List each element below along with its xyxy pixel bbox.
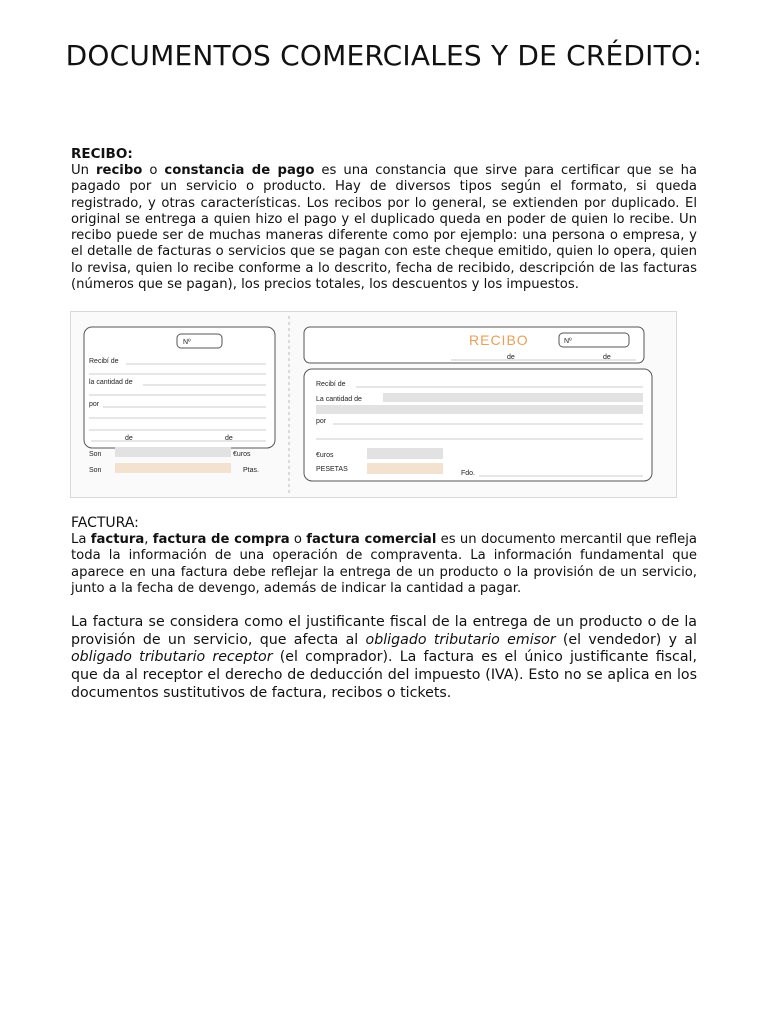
stub-de-2: de — [225, 435, 233, 442]
stub-por: por — [89, 401, 100, 408]
stub-son-1: Son — [89, 451, 102, 458]
emisor-term: obligado tributario emisor — [365, 631, 556, 648]
stub-ptas: Ptas. — [243, 467, 259, 474]
stub-amount-field — [115, 447, 231, 457]
receptor-term: obligado tributario receptor — [71, 649, 273, 666]
stub-no-label: Nº — [183, 339, 191, 346]
factura-comercial-term: factura comercial — [306, 532, 437, 547]
stub-cantidad: la cantidad de — [89, 379, 133, 386]
factura-paragraph-1 — [71, 532, 697, 597]
main-amount-field — [316, 405, 643, 414]
recibo-heading: RECIBO: — [71, 146, 133, 162]
main-de-2: de — [603, 354, 611, 361]
factura-compra-term: factura de compra — [152, 532, 290, 547]
factura-text: (el comprador). La factura es el único justificante fiscal, que da al receptor el derecho de deducción del impuesto (IVA). Esto no se aplica en los documentos sustitutivos de factura, recibos o tickets. — [71, 649, 697, 701]
factura-term: factura — [90, 532, 145, 547]
recibo-term: recibo — [96, 163, 143, 178]
factura-text: es un documento mercantil que refleja toda la información de una operación de compraventa. La información fundamental que aparece en una factura debe reflejar la entrega de un producto o la provisión de un servicio, junto a la fecha de devengo, además de indicar la cantidad a pagar. — [71, 532, 697, 596]
stub-recibi-de: Recibí de — [89, 358, 119, 365]
main-de-1: de — [507, 354, 515, 361]
receipt-form-drawing — [71, 312, 676, 497]
main-recibi-de: Recibí de — [316, 381, 346, 388]
main-pesetas-field — [367, 463, 443, 474]
receipt-form-image — [70, 311, 677, 498]
main-por: por — [316, 418, 327, 425]
stub-amount-field — [115, 463, 231, 473]
factura-paragraph-2 — [71, 614, 697, 702]
constancia-term: constancia de pago — [164, 163, 315, 178]
stub-euros-mark: €uros — [233, 451, 251, 458]
recibo-text: es una constancia que sirve para certificar que se ha pagado por un servicio o producto. Hay de diversos tipos según el formato, si queda registrado, y otras características. Los recibos por lo general, se extienden por duplicado. El original se entrega a quien hizo el pago y el duplicado queda en poder de quien lo recibe. Un recibo puede ser de muchas maneras diferente como por ejemplo: una persona o empresa, y el detalle de facturas o servicios que se pagan con este cheque emitido, quien lo opera, quien lo revisa, quien lo recibe conforme a lo descrito, fecha de recibido, descripción de las facturas (números que se pagan), los precios totales, los descuentos y los impuestos. — [71, 163, 698, 293]
main-no-label: Nº — [564, 338, 572, 345]
main-fdo: Fdo. — [461, 470, 476, 477]
main-euros-mark: €uros — [316, 452, 334, 459]
factura-section — [71, 515, 697, 702]
main-amount-field — [383, 393, 643, 402]
page-title: DOCUMENTOS COMERCIALES Y DE CRÉDITO: — [65, 39, 703, 72]
main-cantidad: La cantidad de — [316, 396, 362, 403]
main-pesetas: PESETAS — [316, 466, 348, 473]
factura-text: o — [289, 532, 307, 547]
recibo-text: o — [142, 163, 165, 178]
main-euros-field — [367, 448, 443, 459]
factura-text: (el vendedor) y al — [555, 631, 697, 648]
recibo-section — [71, 146, 697, 293]
stub-son-2: Son — [89, 467, 102, 474]
recibo-paragraph — [71, 163, 697, 293]
factura-text: La — [71, 532, 91, 547]
factura-text: La factura se considera como el justificante fiscal de la entrega de un producto o de la provisión de un servicio, que afecta al — [71, 614, 697, 648]
recibo-text: Un — [71, 163, 97, 178]
main-body-frame — [304, 369, 652, 481]
stub-de-1: de — [125, 435, 133, 442]
factura-heading: FACTURA: — [71, 515, 139, 531]
main-brand: RECIBO — [469, 332, 529, 348]
factura-text: , — [144, 532, 153, 547]
